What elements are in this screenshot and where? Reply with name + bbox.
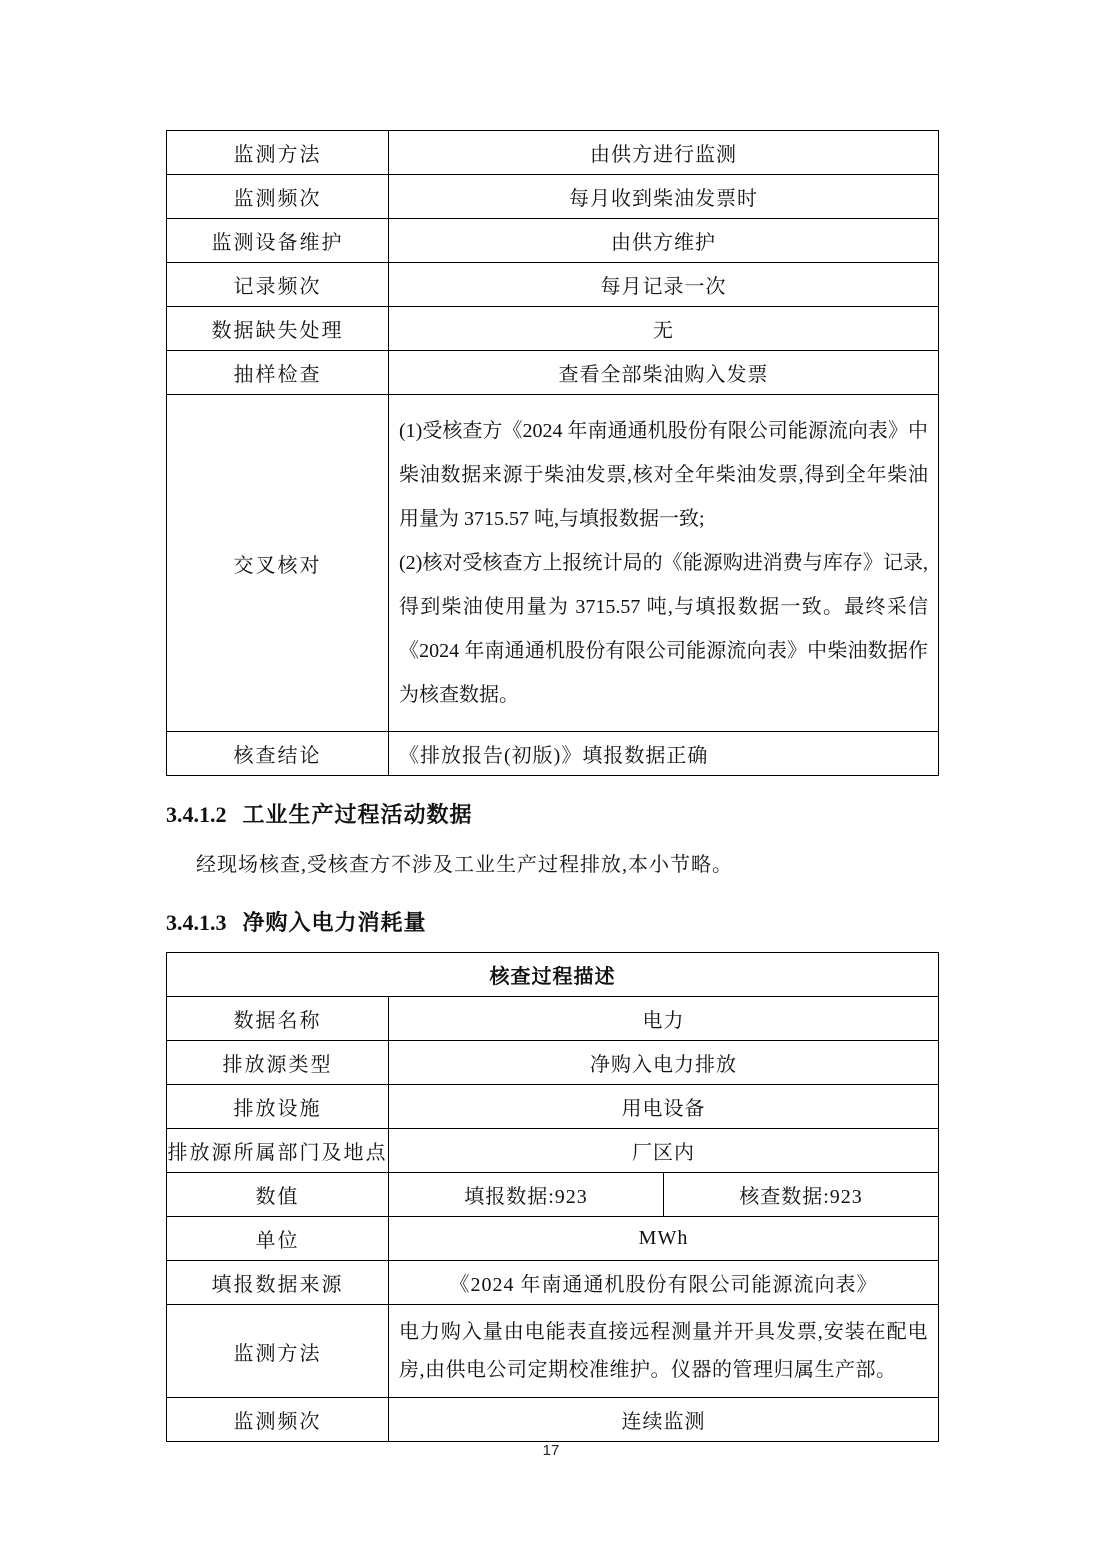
row-label: 排放源所属部门及地点 [167, 1129, 389, 1173]
row-label: 数据名称 [167, 997, 389, 1041]
row-label: 监测方法 [167, 1305, 389, 1398]
row-label: 监测设备维护 [167, 219, 389, 263]
table-row [167, 997, 939, 1041]
page-content [166, 130, 938, 1442]
row-label: 监测频次 [167, 175, 389, 219]
table-row [167, 1041, 939, 1085]
section-heading-industrial-process [166, 800, 938, 830]
table-row [167, 219, 939, 263]
table-row [167, 351, 939, 395]
row-value: MWh [389, 1217, 939, 1261]
table-row [167, 1217, 939, 1261]
table-header: 核查过程描述 [167, 953, 939, 997]
reported-value: 填报数据:923 [389, 1173, 664, 1217]
section-number: 3.4.1.2 [166, 802, 227, 827]
row-value: 厂区内 [389, 1129, 939, 1173]
table-row [167, 307, 939, 351]
table-row [167, 1129, 939, 1173]
monitoring-method-text: 电力购入量由电能表直接远程测量并开具发票,安装在配电房,由供电公司定期校准维护。仪器的管理归属生产部。 [389, 1305, 939, 1398]
section-title: 工业生产过程活动数据 [242, 802, 473, 827]
row-label: 排放源类型 [167, 1041, 389, 1085]
industrial-process-paragraph: 经现场核查,受核查方不涉及工业生产过程排放,本小节略。 [196, 854, 733, 876]
numeric-value-row [167, 1173, 939, 1217]
conclusion-row [167, 732, 939, 776]
cross-check-item-1: (1)受核查方《2024 年南通通机股份有限公司能源流向表》中柴油数据来源于柴油发票,核对全年柴油发票,得到全年柴油用量为 3715.57 吨,与填报数据一致; [399, 420, 928, 530]
row-value: 每月收到柴油发票时 [389, 175, 939, 219]
row-label: 核查结论 [167, 732, 389, 776]
section-title: 净购入电力消耗量 [242, 910, 427, 935]
row-label: 监测方法 [167, 131, 389, 175]
row-value: 用电设备 [389, 1085, 939, 1129]
row-value: 《2024 年南通通机股份有限公司能源流向表》 [389, 1261, 939, 1305]
row-label: 数值 [167, 1173, 389, 1217]
row-value: 查看全部柴油购入发票 [389, 351, 939, 395]
verified-value: 核查数据:923 [664, 1173, 939, 1217]
row-label: 记录频次 [167, 263, 389, 307]
row-label: 抽样检查 [167, 351, 389, 395]
table-row [167, 1261, 939, 1305]
page-number: 17 [542, 1442, 560, 1459]
row-label: 监测频次 [167, 1398, 389, 1442]
row-value: 连续监测 [389, 1398, 939, 1442]
row-label: 填报数据来源 [167, 1261, 389, 1305]
conclusion-value: 《排放报告(初版)》填报数据正确 [389, 732, 939, 776]
section-heading-electricity [166, 908, 938, 938]
row-value: 电力 [389, 997, 939, 1041]
monitoring-method-row [167, 1305, 939, 1398]
table-row [167, 175, 939, 219]
section-number: 3.4.1.3 [166, 910, 227, 935]
table-header-row [167, 953, 939, 997]
cross-check-row [167, 395, 939, 732]
row-value: 每月记录一次 [389, 263, 939, 307]
row-value: 由供方进行监测 [389, 131, 939, 175]
diesel-verification-table [166, 130, 939, 776]
row-label: 单位 [167, 1217, 389, 1261]
table-row [167, 131, 939, 175]
row-label: 排放设施 [167, 1085, 389, 1129]
row-label: 交叉核对 [167, 395, 389, 732]
cross-check-item-2: (2)核对受核查方上报统计局的《能源购进消费与库存》记录,得到柴油使用量为 3715.57 吨,与填报数据一致。最终采信《2024 年南通通机股份有限公司能源流向表》中柴油数据作为核查数据。 [399, 552, 928, 706]
row-value: 净购入电力排放 [389, 1041, 939, 1085]
row-value: 无 [389, 307, 939, 351]
table-row [167, 1398, 939, 1442]
table-row [167, 1085, 939, 1129]
table-row [167, 263, 939, 307]
electricity-verification-table [166, 952, 939, 1442]
row-label: 数据缺失处理 [167, 307, 389, 351]
cross-check-text [389, 395, 939, 732]
row-value: 由供方维护 [389, 219, 939, 263]
